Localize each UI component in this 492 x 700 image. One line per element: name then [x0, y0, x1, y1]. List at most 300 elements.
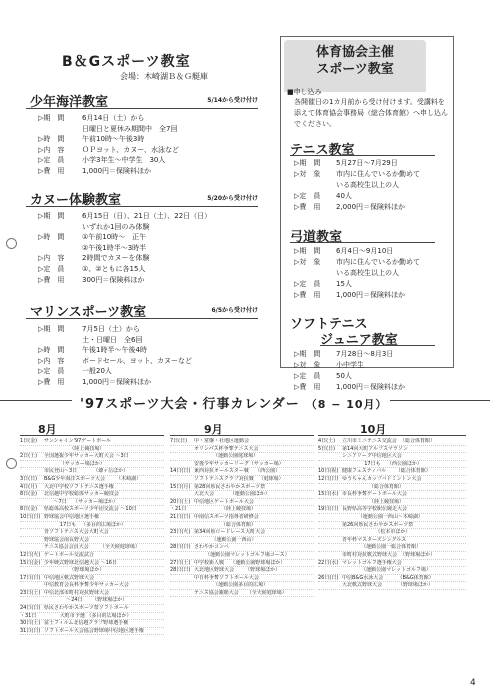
event-date: 2日(土): [20, 453, 38, 460]
calendar-event: [318, 453, 466, 461]
event-text: 中信地区ゲートボール大会: [194, 498, 254, 505]
detail-key: ▷費 用: [38, 166, 65, 175]
calendar-event: [20, 620, 164, 628]
calendar-event: [20, 582, 164, 590]
event-text: 中南信スポーツ指導者研修会: [194, 513, 259, 520]
detail-row: [38, 211, 211, 222]
event-date: [170, 491, 194, 498]
detail-value: 5月27日〜7月29日: [336, 159, 398, 167]
calendar-event: [170, 537, 314, 545]
event-text: 富士フィルム北信越クラブ野球選手権: [44, 620, 129, 627]
month-sep: 9月: [204, 423, 223, 436]
detail-value: 15人: [336, 280, 352, 288]
event-text: 長野県高等学校駅伝競走大会: [342, 506, 408, 513]
detail-value: 6月4日〜9月10日: [336, 247, 394, 255]
detail-value: いる高校生以上の人: [336, 181, 399, 189]
event-text: 市長杯争奪ゲートボール大会: [342, 491, 407, 498]
event-date: [170, 446, 194, 453]
detail-value: 小学3年生〜中学生 30人: [82, 156, 166, 165]
event-text: 第14回大町アルプスマラソン: [342, 445, 408, 452]
binder-hole: [6, 238, 17, 249]
event-text: 中信北部市町村対抗野球大会: [44, 589, 110, 596]
calendar-event: [318, 484, 466, 492]
detail-row: [294, 349, 405, 360]
calendar-title-text: '97スポーツ大会・行事カレンダー: [80, 397, 300, 412]
detail-value: 一般20人: [82, 367, 112, 376]
detail-key: [294, 180, 336, 191]
event-text: （運動公園マレットゴルフ場）: [342, 567, 431, 574]
detail-key: ▷対 象: [294, 170, 321, 178]
event-date: 28日(日): [170, 544, 191, 551]
detail-key: ▷内 容: [38, 356, 65, 365]
calendar-event: [20, 590, 164, 598]
detail-value: ①、②ともに各15人: [82, 264, 146, 273]
canoe-header: [26, 190, 258, 207]
event-text: （運動公園一総合体育館）: [342, 544, 422, 551]
detail-row: [38, 243, 211, 254]
detail-row: [294, 202, 420, 213]
event-date: [318, 537, 342, 544]
calendar-rule: [390, 400, 490, 401]
event-date: [318, 544, 342, 551]
marine-title: 少年海洋教室: [30, 95, 109, 110]
event-date: [318, 522, 342, 529]
detail-value: 7月28日〜8月3日: [336, 350, 394, 358]
event-text: 〜7日 （サッカー場ほか）: [44, 498, 118, 505]
detail-key: ▷対 象: [294, 361, 321, 369]
detail-row: [38, 124, 179, 135]
event-date: 1日(金): [20, 438, 38, 444]
detail-key: ▷定 員: [294, 280, 321, 288]
detail-key: ▷定 員: [294, 372, 321, 380]
calendar-event: [318, 560, 466, 568]
event-text: 中学校新人戦 （運動公園野球場ほか）: [194, 559, 286, 566]
calendar-event: [318, 499, 466, 507]
detail-row: [38, 366, 192, 377]
event-date: 12日(日): [318, 475, 339, 482]
event-date: 15日(月): [170, 483, 191, 490]
event-date: 15日(金): [20, 559, 41, 566]
event-text: （サッカー場ほか）: [44, 460, 105, 467]
event-date: ・21日: [170, 506, 187, 513]
calendar-event: [170, 453, 314, 461]
month-rule: [170, 435, 314, 436]
detail-key: ▷費 用: [38, 275, 65, 284]
calendar-event: [170, 491, 314, 499]
event-text: テニス協会親睦大会 （全天候庭球場）: [194, 589, 287, 596]
event-date: [170, 453, 194, 460]
detail-key: ▷費 用: [294, 291, 321, 299]
bg-title: B＆Gスポーツ教室: [62, 54, 191, 70]
event-text: 立川市ミニテニス交流会 （総合体育館）: [342, 438, 435, 444]
event-date: 30日(土): [20, 620, 41, 627]
calendar-event: [20, 605, 164, 613]
calendar-event: [318, 491, 466, 499]
detail-row: [38, 345, 192, 356]
calendar-event: [170, 499, 314, 507]
detail-row: [294, 290, 420, 301]
apply-text: 各開催日の1カ月前から受け付けます。受講料を添えて体育協会事務局（総合体育館）へ申し込んでください。: [294, 98, 448, 128]
event-date: 14日(日): [170, 468, 191, 475]
event-text: （運動公園多目的広場）: [194, 582, 269, 589]
calendar-event: [170, 446, 314, 454]
event-date: [170, 461, 194, 468]
event-text: テニス協会会員大会 （全天候庭球場）: [44, 544, 140, 551]
detail-row: [38, 155, 179, 166]
month-oct: 10月: [360, 423, 387, 436]
assoc-title-1: 体育協会主催: [315, 45, 394, 60]
event-date: [318, 567, 342, 574]
calendar-event: [170, 468, 314, 476]
calendar-event: [170, 582, 314, 590]
detail-row: [294, 257, 420, 268]
calendar-event: [20, 552, 164, 560]
detail-key: ▷時 間: [38, 233, 65, 242]
calendar-event: [318, 537, 466, 545]
event-date: [170, 537, 194, 544]
detail-value: 午前10時〜午後3時: [82, 135, 145, 144]
soft-title-2: ジュニア教室: [320, 329, 435, 346]
event-date: [170, 522, 194, 529]
event-text: （運動公園庭球場）: [194, 453, 259, 460]
event-text: （松本市ほか）: [342, 529, 411, 536]
calendar-event: [318, 446, 466, 454]
event-date: [20, 499, 44, 506]
detail-key: ▷費 用: [294, 203, 321, 211]
calendar-event: [170, 567, 314, 575]
calendar-rule: [0, 400, 72, 401]
marine-details: [38, 113, 179, 177]
event-text: 大北中学校ソフトテニス選手権: [44, 483, 114, 490]
detail-value: ①午前10時〜 正午: [82, 233, 147, 242]
calendar-event: [170, 529, 314, 537]
calendar-event: [318, 582, 466, 590]
event-date: [170, 582, 194, 589]
event-date: [318, 453, 342, 460]
canoe-title: カヌー体験教室: [30, 193, 122, 208]
event-text: 17日も （多目的広場ほか）: [44, 521, 127, 528]
calendar-event: [20, 491, 164, 499]
detail-value: 40人: [336, 192, 352, 200]
detail-value: 6月15日（日）、21日（土）、22日（日）: [82, 212, 212, 220]
binder-hole: [6, 458, 17, 469]
event-text: 大北地区野球大会 （野球場ほか）: [194, 567, 281, 574]
detail-value: 小中学生: [336, 361, 364, 369]
calendar-event: [318, 544, 466, 552]
detail-value: ②午後1時半〜3時半: [82, 243, 147, 252]
detail-row: [294, 169, 420, 180]
event-text: 青ソフトテニス大会大町大会: [44, 529, 109, 536]
detail-row: [38, 377, 192, 388]
event-date: [170, 552, 194, 559]
detail-row: [294, 158, 420, 169]
detail-row: [38, 113, 179, 124]
marina-title: マリンスポーツ教室: [30, 305, 147, 320]
calendar-oct: [318, 438, 466, 590]
detail-value: 市内に住んでいるか勤めて: [336, 170, 420, 178]
event-date: 10日(祝): [318, 468, 339, 475]
detail-row: [294, 360, 405, 371]
event-text: （運動公園一西山）: [194, 536, 257, 543]
canoe-tag: 5/20から受け付け: [207, 195, 258, 202]
calendar-event: [170, 476, 314, 484]
calendar-event: [20, 506, 164, 514]
event-date: [20, 597, 44, 604]
detail-value: 2,000円＝保険料ほか: [336, 203, 406, 211]
calendar-event: [20, 522, 164, 530]
event-text: 中・常盤・社地区運動会: [194, 438, 250, 444]
calendar-event: [318, 575, 466, 583]
event-text: ソフトボール大会協会野球場中信地区選手権: [44, 627, 144, 634]
calendar-event: [170, 438, 314, 446]
event-text: 〜24日 （野球場ほか）: [44, 597, 128, 604]
detail-row: [294, 180, 420, 191]
detail-key: [294, 268, 336, 279]
detail-value: 50人: [336, 372, 352, 380]
event-date: [318, 461, 342, 468]
detail-value: 市内に住んでいるか勤めて: [336, 258, 420, 266]
detail-key: [38, 243, 82, 254]
kyudo-title: 弓道教室: [290, 226, 435, 243]
soft-details: [294, 349, 405, 393]
calendar-event: [170, 461, 314, 469]
event-date: 21日(日): [170, 513, 191, 520]
bg-venue: 会場：木崎湖Ｂ＆Ｇ艇庫: [120, 72, 208, 81]
event-date: 5日(日): [318, 445, 336, 452]
soft-title-1: ソフトテニス: [290, 317, 368, 332]
event-text: 中信B&G水泳大会 （B&G体育館）: [342, 574, 434, 581]
event-text: 青年杯マスターズシングルス: [342, 536, 407, 543]
detail-row: [38, 232, 211, 243]
calendar-event: [170, 522, 314, 530]
event-text: 市町村対抗軟式野球大会 （野球場ほか）: [342, 551, 436, 558]
detail-row: [38, 356, 192, 367]
event-text: 県民さわやかスポーツ祭ソフトボール: [44, 605, 129, 612]
calendar-event: [20, 544, 164, 552]
event-date: 4日(土): [318, 438, 336, 444]
event-date: [318, 582, 342, 589]
event-date: 23日(火): [170, 529, 191, 536]
event-text: 野球協会南長野大会: [44, 536, 90, 543]
event-text: （総合体育館）: [342, 483, 405, 490]
event-text: さわやかコンペ: [194, 544, 230, 551]
detail-value: ボードセール、ヨット、カヌーなど: [82, 356, 193, 365]
event-date: [170, 575, 194, 582]
detail-value: 6月14日（土）から: [82, 114, 145, 122]
detail-key: [38, 222, 82, 233]
event-date: 12日(火): [20, 551, 41, 558]
detail-value: 300円＝保険料ほか: [82, 275, 145, 284]
calendar-event: [20, 476, 164, 484]
detail-row: [294, 191, 420, 202]
calendar-event: [318, 506, 466, 514]
detail-key: ▷対 象: [294, 258, 321, 266]
calendar-event: [20, 468, 164, 476]
tennis-title: テニス教室: [290, 139, 435, 156]
event-text: 中信教育会長杯争奪少年サッカー大会: [44, 582, 129, 589]
event-date: [20, 582, 44, 589]
event-text: 安曇少年サッカーリーグ（サッカー場）: [194, 460, 284, 467]
detail-key: ▷期 間: [38, 114, 65, 122]
event-date: 23日(土): [20, 589, 41, 596]
detail-key: ▷内 容: [38, 145, 65, 154]
event-date: 31日(日): [20, 627, 41, 634]
month-rule: [318, 435, 466, 436]
detail-row: [294, 246, 420, 257]
event-date: [20, 468, 44, 475]
event-date: [20, 522, 44, 529]
calendar-event: [20, 628, 164, 636]
event-text: 大町市予選 （多目的広場ほか）: [44, 612, 132, 619]
canoe-details: [38, 211, 211, 285]
event-date: 17日(日): [20, 574, 41, 581]
detail-key: ▷定 員: [38, 367, 65, 376]
event-text: ゆうちゃんカップバドミントン大会: [342, 475, 422, 482]
detail-key: ▷時 間: [38, 346, 65, 355]
detail-value: 7月5日（土）から: [82, 325, 140, 333]
calendar-event: [318, 476, 466, 484]
calendar-event: [20, 560, 164, 568]
event-text: 健康フェスティバル （総合体育館）: [342, 468, 431, 475]
event-date: 22日(水): [318, 559, 339, 566]
event-date: [20, 567, 44, 574]
marine-tag: 5/14から受け付け: [207, 97, 258, 104]
kyudo-details: [294, 246, 420, 301]
detail-value: 土・日曜日 全6回: [82, 335, 143, 344]
page-number: 4: [470, 678, 476, 688]
event-date: 3日(日): [20, 475, 38, 482]
calendar-event: [20, 613, 164, 621]
calendar-event: [20, 438, 164, 446]
event-text: 中信地区軟式野球大会: [44, 574, 95, 581]
event-date: ・31日: [20, 612, 37, 619]
detail-value: 午後1時半〜午後4時: [82, 346, 147, 355]
calendar-event: [20, 499, 164, 507]
calendar-event: [170, 506, 314, 514]
detail-value: 1,000円＝保険料ほか: [336, 383, 406, 391]
apply-label: ■申し込み: [287, 88, 322, 96]
event-text: マレットゴルフ選手権大会: [342, 559, 402, 566]
event-date: 8日(金): [20, 506, 38, 513]
calendar-title: [80, 393, 388, 412]
event-text: （陸上競技場）: [342, 498, 405, 505]
calendar-event: [20, 514, 164, 522]
calendar-event: [318, 468, 466, 476]
detail-value: 1,000円＝保険料ほか: [82, 166, 152, 175]
detail-row: [38, 166, 179, 177]
detail-key: ▷内 容: [38, 254, 65, 263]
event-date: 19日(日): [318, 506, 339, 513]
assoc-header: [284, 40, 426, 92]
event-date: [20, 529, 44, 536]
tennis-details: [294, 158, 420, 213]
event-date: [318, 484, 342, 491]
event-text: 東西対抗オールスター戦 （西公園）: [194, 468, 281, 475]
detail-key: ▷時 間: [38, 135, 65, 144]
detail-key: ▷費 用: [38, 377, 65, 386]
calendar-sep: [170, 438, 314, 597]
detail-row: [38, 264, 211, 275]
event-date: [318, 499, 342, 506]
event-text: オリンパス杯争奪テニス大会: [194, 445, 259, 452]
event-date: 20日(土): [170, 498, 191, 505]
detail-key: ▷定 員: [38, 156, 65, 165]
detail-key: ▷期 間: [38, 325, 65, 333]
calendar-event: [170, 590, 314, 598]
event-text: B&G少年海洋スポーツ大会 （木崎湖）: [44, 475, 142, 482]
event-text: （運動公園一西山〜木崎湖）: [342, 513, 423, 520]
calendar-event: [318, 567, 466, 575]
calendar-event: [318, 529, 466, 537]
calendar-event: [170, 560, 314, 568]
calendar-event: [318, 552, 466, 560]
calendar-event: [170, 552, 314, 560]
detail-key: ▷期 間: [38, 212, 65, 220]
event-text: 第26回県民さわやかスポーツ祭: [342, 521, 414, 528]
calendar-event: [170, 514, 314, 522]
event-date: [170, 476, 194, 483]
detail-row: [38, 324, 192, 335]
event-date: [318, 552, 342, 559]
event-text: 17日も （西公園ほか）: [342, 460, 422, 467]
detail-row: [38, 275, 211, 286]
marine-header: [26, 92, 258, 109]
event-date: [20, 544, 44, 551]
event-text: 第34回県ロードレース大町大会: [194, 529, 266, 536]
calendar-event: [170, 484, 314, 492]
event-text: 大北大会 （運動公園ほか）: [194, 491, 270, 498]
calendar-event: [318, 461, 466, 469]
calendar-event: [170, 575, 314, 583]
event-date: 27日(土): [170, 559, 191, 566]
calendar-event: [170, 544, 314, 552]
event-date: 4日(月): [20, 483, 38, 490]
event-date: 10日(日): [20, 513, 41, 520]
calendar-event: [20, 597, 164, 605]
event-text: （総合体育館）: [194, 521, 257, 528]
event-text: （運動公園マレットゴルフ場コース）: [194, 551, 290, 558]
month-aug: 8月: [38, 423, 57, 436]
calendar-range: （8 − 10月）: [305, 398, 388, 411]
detail-row: [38, 253, 211, 264]
detail-key: [38, 124, 82, 135]
detail-value: 2時間でカヌーを体験: [82, 254, 150, 263]
event-text: ゲートボール交流試合: [44, 551, 94, 558]
calendar-event: [20, 453, 164, 461]
assoc-title-2: スポーツ教室: [316, 62, 394, 77]
calendar-event: [20, 575, 164, 583]
event-date: [20, 537, 44, 544]
detail-key: [38, 335, 82, 346]
marina-tag: 6/5から受け付け: [211, 307, 258, 314]
event-date: 24日(日): [20, 605, 41, 612]
detail-row: [294, 279, 420, 290]
detail-value: いる高校生以上の人: [336, 269, 399, 277]
detail-value: 1,000円＝保険料ほか: [82, 377, 152, 386]
detail-key: ▷定 員: [38, 264, 65, 273]
detail-value: 日曜日と夏休み期間中 全7回: [82, 124, 178, 133]
event-date: 7日(日): [170, 438, 188, 444]
calendar-event: [20, 529, 164, 537]
detail-key: ▷期 間: [294, 159, 321, 167]
event-text: （陸上競技場）: [44, 445, 105, 452]
event-text: 市民登山〜3日 （爺ヶ岳ほか）: [44, 468, 129, 475]
calendar-event: [20, 461, 164, 469]
event-date: [20, 461, 44, 468]
event-date: [20, 446, 44, 453]
calendar-event: [20, 567, 164, 575]
detail-row: [38, 335, 192, 346]
